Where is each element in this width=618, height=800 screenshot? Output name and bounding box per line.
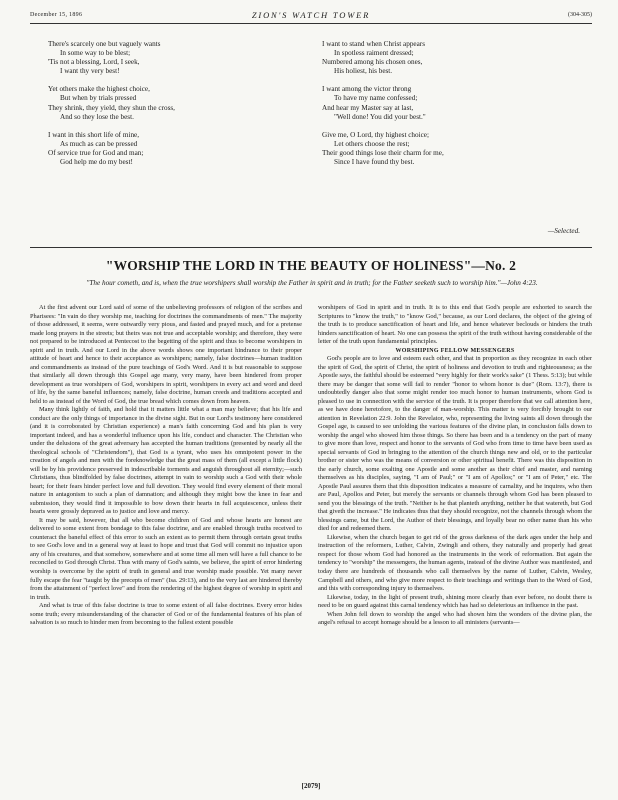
- poem-stanza: [48, 131, 308, 167]
- article-paragraph: And what is true of this false doctrine is true to some extent of all false doctrines. Every error hides some truth; every misunderstanding of the character of God or of the fundamental features of his plan of salvation is so much to hinder men from becoming to the fullest extent possible: [30, 602, 302, 627]
- poem-line: But when by trials pressed: [60, 94, 137, 103]
- poem-stanza: [322, 131, 580, 167]
- header-page-range: (304-305): [568, 12, 592, 18]
- article-paragraph: God's people are to love and esteem each other, and that in proportion as they recognize in each other the spirit of God, the spirit of Christ, the spirit of holiness and devotion to truth and righteousness; as the Apostle says, the faithful should be esteemed "very highly for their work's sake" (1 Thess. 5:13); but while there may be danger that some will fail to render "honor to whom honor is due" (Rom. 13:7), there is undoubtedly danger also that some might render too much honor to human instruments, whom God is pleased to use in connection with the service of the truth. It is proper therefore that we call attention here, as we have done heretofore, to the danger of man-worship. This matter is very forcibly brought to our attention in Revelation 22:9. John the Revelator, who, representing the living saints all down through the Gospel age, is caused to see unfolding the various features of the divine plan, in conclusion falls down to worship the angel who showed him those things. So there has been and is a tendency on the part of many to give more than love, respect and honor to the servants of God who from time to time have been used as special servants of God in bringing to the attention of the church things new and old, or to the particular brother or sister who was the means of conversion or other spiritual benefit. There was this disposition in the early church, some exalting one Apostle and some another as their chief and master, and naming themselves as his disciples, saying, "I am of Paul;" or "I am of Apollos;" or "I am of Peter," etc. The Apostle Paul assures them that this disposition indicates a measure of carnality, and he inquires, who then are Paul, Apollos and Peter, but merely the servants or channels through whom God has been pleased to send you the blessings of the truth. "Neither is he that planteth anything, neither he that watereth, but God that giveth the increase." He indicates thus that they should recognize, not the channels through whom the blessings came, but the Lord, the Author of their blessings, and loyally bear no other name than his who died for and redeemed them.: [318, 355, 592, 533]
- poem-line: In spotless raiment dressed;: [334, 49, 414, 58]
- section-subheading: WORSHIPING FELLOW MESSENGERS: [395, 347, 515, 354]
- poem-stanza: [48, 40, 308, 76]
- article-paragraph: It may be said, however, that all who become children of God and whose hearts are honest are delivered to some extent from bondage to this false doctrine, and are enabled through truths received to counteract the baneful effect of this error to such an extent as to permit them through certain great truths to see God's love and in a general way at least to hope and trust that God will commit no injustice upon any of his creatures, and that somehow, somewhere and at some time all men will have a full chance to be reconciled to God through Christ. Thus with many of God's saints, we believe, the spirit of error hindering worship is overcome by the spirit of truth in general and true worship made possible. Yet many never fully escape the fear "taught by the precepts of men" (Isa. 29:13), and to the very last are hindered thereby from the attainment of "perfect love" and from the rendering of the highest degree of worship in spirit and in truth.: [30, 516, 302, 601]
- article-paragraph: Many think lightly of faith, and hold that it matters little what a man may believe; that his life and conduct are the only things of importance in the divine sight. But in our Lord's testimony here considered (and it is corroborated by Christian experience) a man's faith concerning God and his plan is very important indeed, and has a wonderful influence upon his life, conduct and character. The Christian who under the delusions of the great adversary has accepted the human traditions (presented by nearly all the theological schools of "Christendom"), that God is a tyrant, who uses his omnipotent power in the creation of angels and men with the foreknowledge that the great mass of them (all except a little flock) will be by his providence preserved in indescribable torments and anguish throughout all eternity;—such Christians, thus blindfolded by false doctrines, attempt in vain to worship such a God with their whole heart; for their fears hinder perfect love and full devotion. They would find every element of their moral nature in antagonism to such a plan of damnation; and although they might bow the knee in fear and submission, they would find it impossible to bow down their hearts in full acquiescence, unless their hearts were grossly depraved as to justice and love and mercy.: [30, 406, 302, 516]
- poem-line: Since I have found thy best.: [334, 158, 415, 167]
- poem-line: And hear my Master say at last,: [322, 103, 414, 112]
- poem-stanza: [322, 40, 580, 76]
- poem-line: In some way to be blest;: [60, 49, 131, 58]
- poem-line: Their good things lose their charm for me,: [322, 148, 444, 157]
- article-paragraph: At the first advent our Lord said of some of the unbelieving professors of religion of the scribes and Pharisees: "In vain do they worship me, teaching for doctrines the commandments of men." The majority of those addressed, it seems, were outwardly very pious, and fasted and prayed much, and for a pretense made long prayers in the streets; but theirs was not true and acceptable worship; and therefore, they were not prepared to be introduced at Pentecost to the begetting of the spirit and thus to become worshipers in spirit and in truth. And our Lord in the above words shows one important hindrance to their proper attitude of heart and hence to their acceptance as worshipers; namely, false doctrines—human tradition and commandments as instead of the pure teachings of God's Word. And it is but reasonable to suppose that similarly all down through this Gospel age many, very many, have been hindered from proper development as true worshipers of God, worshipers in spirit, worshipers in every act and word and deed of life, by the same baneful influences; namely, false doctrine, human creeds and traditions accepted and held to as instead of the Word of God, the true bread which comes down from heaven.: [30, 304, 302, 405]
- poem-line: God help me do my best!: [60, 158, 133, 167]
- poem-signature: —Selected.: [547, 226, 580, 235]
- poem-line: Of service true for God and man;: [48, 148, 144, 157]
- poem-line: "Well done! You did your best.": [334, 112, 426, 121]
- poem-line: To have my name confessed;: [334, 94, 418, 103]
- poem-line: I want among the victor throng: [322, 85, 412, 94]
- poem-line: I want in this short life of mine,: [48, 130, 140, 139]
- article-paragraph: Likewise, today, in the light of present truth, shining more clearly than ever before, no doubt there is need to be on guard against this carnal tendency which has had so deleterious an influence in the past.: [318, 593, 592, 610]
- article-right-column: [318, 304, 592, 778]
- poem-line: 'Tis not a blessing, Lord, I seek,: [48, 58, 140, 67]
- poem-line: I want thy very best!: [60, 67, 120, 76]
- poem-line: I want to stand when Christ appears: [322, 40, 425, 48]
- article-paragraph: Likewise, when the church began to get rid of the gross darkness of the dark ages under the help and instruction of the reformers, Luther, Calvin, Zwingli and others, they naturally and properly had great respect for those whom God had honored as the instruments in the work of reformation. But again the tendency to "worship" the messengers, the human agents, instead of the divine Author was manifested, and today there are hundreds of thousands who call themselves by the name of Luther, Calvin, Wesley, Campbell and others, and who give more respect to their teachings and writings than to the Word of God, and this with corresponding injury to themselves.: [318, 533, 592, 593]
- right-intro-paragraph: worshipers of God in spirit and in truth. It is to this end that God's people are exhorted to search the Scriptures to "know the truth," to "know God," because, as our Lord declares, the object of the giving of the truth is to produce sanctification of heart and life, and hence whatever beclouds or hinders the truth hinders sanctification of heart. No one can possess the spirit of the truth without having considerable of the letter of the truth upon fundamental principles.: [318, 304, 592, 346]
- article-left-column: [30, 304, 302, 778]
- page: [30, 10, 592, 794]
- poem-line: Let others choose the rest;: [334, 139, 410, 148]
- poem-right-column: [322, 40, 580, 236]
- article-epigraph: "The hour cometh, and is, when the true worshipers shall worship the Father in spirit and in truth; for the Father seeketh such to worship him."—John 4:23.: [86, 279, 538, 287]
- poem-divider-rule: [30, 247, 592, 248]
- poem-stanza: [48, 85, 308, 121]
- article-paragraph: When John fell down to worship the angel who had shown him the wonders of the divine plan, the angel's refusal to accept homage should be a lesson to all ministers (servants—: [318, 610, 592, 627]
- poem-line: There's scarcely one but vaguely wants: [48, 40, 161, 48]
- article-title: "WORSHIP THE LORD IN THE BEAUTY OF HOLINESS"—No. 2: [105, 258, 517, 273]
- poem-line: And so they lose the best.: [60, 112, 134, 121]
- running-header: [30, 10, 592, 22]
- poem-line: As much as can be pressed: [60, 139, 138, 148]
- poem-line: Numbered among his chosen ones,: [322, 58, 423, 67]
- poem-stanza: [322, 85, 580, 121]
- header-rule: [30, 23, 592, 24]
- header-date: December 15, 1896: [30, 12, 83, 18]
- page-number: [2079]: [301, 782, 321, 790]
- poem-line: Yet others make the highest choice,: [48, 85, 150, 94]
- poem-line: His holiest, his best.: [334, 67, 393, 76]
- poem-left-column: [48, 40, 308, 176]
- poem-line: Give me, O Lord, thy highest choice;: [322, 130, 429, 139]
- header-title: ZION'S WATCH TOWER: [251, 10, 371, 20]
- poem-line: They shrink, they yield, they shun the cross,: [48, 103, 175, 112]
